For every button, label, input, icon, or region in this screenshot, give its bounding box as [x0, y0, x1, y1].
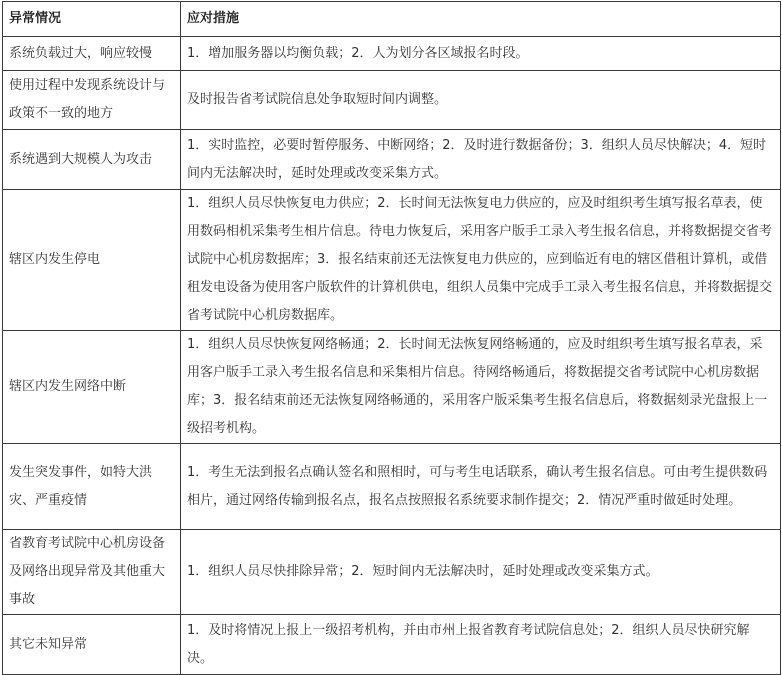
response-text: 1．考生无法到报名点确认签名和照相时，可与考生电话联系，确认考生报名信息。可由考生提供数码相片，通过网络传输到报名点，报名点按照报名系统要求制作提交；2．情况严重时做延时处理。 — [187, 464, 768, 508]
table-row — [3, 530, 781, 615]
table-row — [3, 130, 781, 190]
response-text: 1．组织人员尽快排除异常；2．短时间内无法解决时，延时处理或改变采集方式。 — [187, 564, 659, 579]
response-cell — [181, 37, 781, 71]
situation-text: 省教育考试院中心机房设备及网络出现异常及其他重大事故 — [9, 536, 166, 607]
situation-cell — [3, 444, 181, 530]
response-cell — [181, 615, 781, 675]
situation-text: 系统遇到大规模人为攻击 — [9, 151, 153, 167]
situation-text: 辖区内发生网络中断 — [9, 379, 127, 394]
header-response: 应对措施 — [181, 2, 781, 37]
response-cell — [181, 130, 781, 190]
response-text: 1．组织人员尽快恢复电力供应；2．长时间无法恢复电力供应的，应及时组织考生填写报名草表，使用数码相机采集考生相片信息。待电力恢复后，采用客户版手工录入考生报名信息，并将数据提交省考试院中心机房数据库；3．报名结束前还无法恢复电力供应的，应到临近有电的辖区借租计算机，或借租发电设备为使用客户版软件的计算机供电，组织人员集中完成手工录入考生报名信息，并将数据提交省考试院中心机房数据库。 — [187, 196, 773, 323]
table-row — [3, 37, 781, 71]
response-cell — [181, 190, 781, 331]
table-row — [3, 71, 781, 130]
situation-cell — [3, 37, 181, 71]
situation-cell — [3, 190, 181, 331]
table-row — [3, 615, 781, 675]
response-text: 及时报告省考试院信息处争取短时间内调整。 — [187, 92, 448, 107]
response-cell — [181, 444, 781, 530]
response-text: 1．及时将情况上报上一级招考机构，并由市州上报省教育考试院信息处；2．组织人员尽快研究解决。 — [187, 622, 750, 666]
situation-text: 系统负载过大，响应较慢 — [9, 45, 153, 61]
situation-cell — [3, 130, 181, 190]
situation-cell — [3, 530, 181, 615]
response-text: 1．组织人员尽快恢复网络畅通；2．长时间无法恢复网络畅通的，应及时组织考生填写报名草表，采用客户版手工录入考生报名信息和采集相片信息。待网络畅通后，将数据提交省考试院中心机房数据库；3．报名结束前还无法恢复网络畅通的，采用客户版采集考生报名信息后，将数据刻录光盘报上一级招考机构。 — [187, 337, 768, 436]
response-cell — [181, 331, 781, 444]
situation-text: 其它未知异常 — [9, 636, 88, 652]
situation-cell — [3, 331, 181, 444]
response-text: 1．实时监控，必要时暂停服务、中断网络；2．及时进行数据备份；3．组织人员尽快解决；4．短时间内无法解决时，延时处理或改变采集方式。 — [187, 137, 767, 181]
table-header-row — [3, 2, 781, 37]
table-row — [3, 331, 781, 444]
situation-cell — [3, 615, 181, 675]
table-row — [3, 190, 781, 331]
situation-cell — [3, 71, 181, 130]
situation-text: 发生突发事件，如特大洪灾、严重疫情 — [9, 464, 153, 508]
response-text: 1．增加服务器以均衡负载；2．人为划分各区域报名时段。 — [187, 45, 529, 61]
situation-text: 辖区内发生停电 — [9, 252, 101, 267]
contingency-table — [2, 1, 781, 675]
situation-text: 使用过程中发现系统设计与政策不一致的地方 — [9, 78, 166, 121]
response-cell — [181, 71, 781, 130]
table-row — [3, 444, 781, 530]
header-situation: 异常情况 — [3, 2, 181, 37]
response-cell — [181, 530, 781, 615]
